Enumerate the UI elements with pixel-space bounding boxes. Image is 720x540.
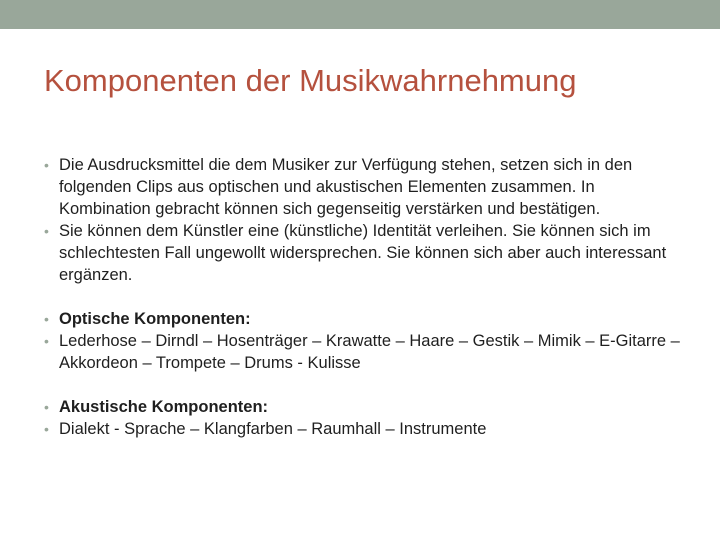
slide-title: Komponenten der Musikwahrnehmung [44, 63, 577, 98]
slide-content [44, 154, 684, 440]
bullet-item [44, 154, 684, 220]
bullet-text: Sie können dem Künstler eine (künstliche) Identität verleihen. Sie können sich im schlechtesten Fall ungewollt widersprechen. Sie können sich aber auch interessant ergänzen. [59, 222, 667, 284]
bullet-icon: • [44, 333, 49, 349]
optical-components-heading: Optische Komponenten: [59, 310, 251, 328]
bullet-item [44, 396, 684, 418]
bullet-icon: • [44, 223, 49, 239]
bullet-icon: • [44, 157, 49, 173]
bullet-item [44, 308, 684, 330]
bullet-text: Dialekt - Sprache – Klangfarben – Raumhall – Instrumente [59, 420, 487, 438]
bullet-icon: • [44, 421, 49, 437]
bullet-item [44, 330, 684, 374]
top-accent-bar [0, 0, 720, 29]
acoustic-components-heading: Akustische Komponenten: [59, 398, 269, 416]
bullet-item [44, 220, 684, 286]
bullet-item [44, 418, 684, 440]
bullet-icon: • [44, 311, 49, 327]
bullet-text: Die Ausdrucksmittel die dem Musiker zur Verfügung stehen, setzen sich in den folgenden Clips aus optischen und akustischen Elementen zusammen. In Kombination gebracht können sich gegenseitig verstärken und bestätigen. [59, 156, 633, 218]
bullet-icon: • [44, 399, 49, 415]
bullet-text: Lederhose – Dirndl – Hosenträger – Krawatte – Haare – Gestik – Mimik – E-Gitarre – Akkordeon – Trompete – Drums - Kulisse [59, 332, 680, 372]
